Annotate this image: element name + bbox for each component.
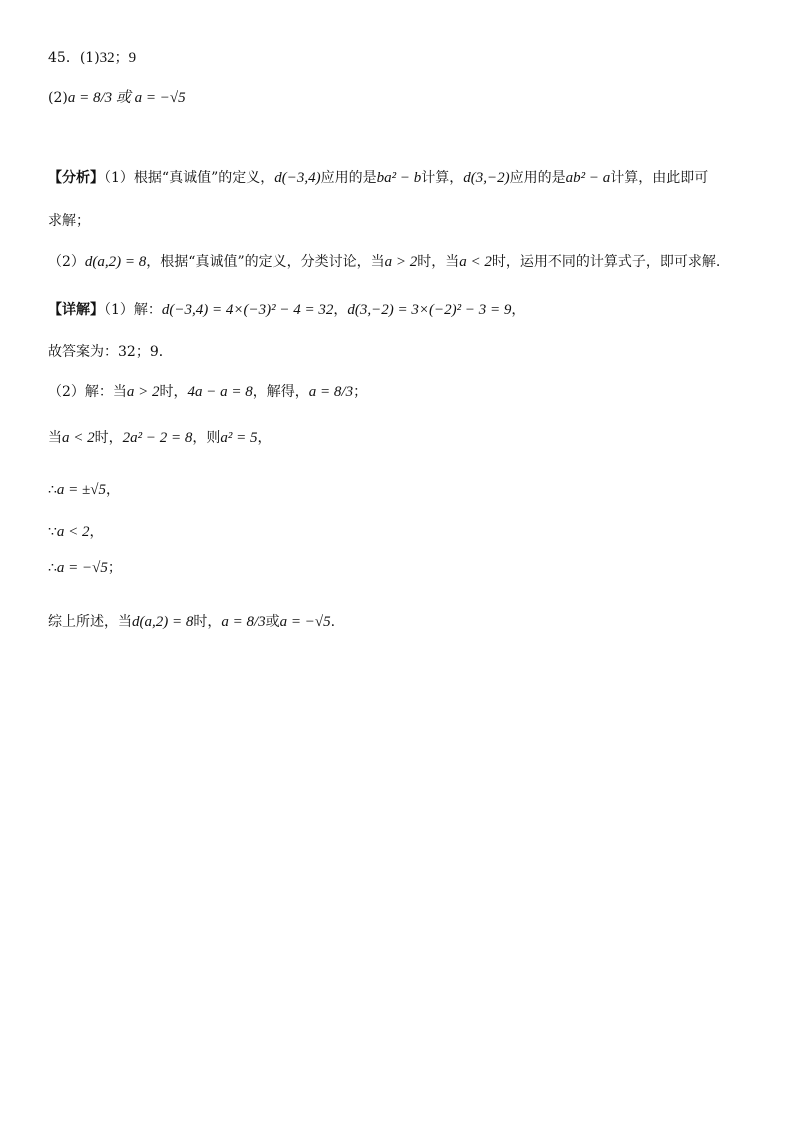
detail-text: ， <box>89 524 104 540</box>
math-expr: ab² − a <box>565 170 611 186</box>
detail-text: ， <box>257 430 272 446</box>
part1-value-1: 32 <box>99 50 115 66</box>
question-number: 45． <box>48 50 80 66</box>
analysis-text: 应用的是 <box>320 170 377 186</box>
detail-text: 或 <box>265 614 280 630</box>
detail-line-6 <box>48 558 122 578</box>
detail-tag: 【详解】 <box>48 302 104 318</box>
part2-label: (2) <box>48 90 68 106</box>
math-expr: a = −√5 <box>279 614 331 630</box>
math-expr: d(3,−2) <box>463 170 510 186</box>
analysis-text: （2） <box>48 254 85 270</box>
math-expr: a < 2 <box>459 254 492 270</box>
math-expr: a < 2 <box>62 430 95 446</box>
detail-text: ； <box>353 384 368 400</box>
analysis-text: 计算， <box>421 170 464 186</box>
because-symbol: ∵ <box>48 524 57 540</box>
detail-text: 故答案为：32；9． <box>48 344 173 360</box>
math-expr: d(3,−2) = 3×(−2)² − 3 = 9 <box>347 302 512 318</box>
detail-line-3 <box>48 428 272 448</box>
analysis-line-1 <box>48 168 708 188</box>
detail-text: ，则 <box>192 430 221 446</box>
analysis-line-2 <box>48 211 90 231</box>
detail-line-5 <box>48 522 104 542</box>
math-expr: d(−3,4) = 4×(−3)² − 4 = 32 <box>161 302 334 318</box>
detail-text: （1）解： <box>104 302 162 318</box>
math-expr: a = ±√5 <box>56 482 107 498</box>
part1-separator: ； <box>114 50 129 66</box>
detail-line-1 <box>48 300 525 320</box>
detail-text: 综上所述，当 <box>48 614 132 630</box>
math-expr: ba² − b <box>376 170 422 186</box>
part1-value-2: 9 <box>128 50 137 66</box>
answer-line-1 <box>48 48 136 68</box>
math-expr: a > 2 <box>384 254 418 270</box>
math-expr: a = −√5 <box>56 560 108 576</box>
detail-text: ， <box>333 302 348 318</box>
math-expr: a = 8/3 <box>308 384 354 400</box>
detail-text: 时， <box>159 384 188 400</box>
detail-answer-line <box>48 342 173 362</box>
part2-answer: a = 8/3 或 a = −√5 <box>67 90 186 106</box>
detail-text: ， <box>511 302 526 318</box>
detail-text: 时， <box>94 430 123 446</box>
math-expr: a² = 5 <box>220 430 258 446</box>
detail-text: ， <box>106 482 121 498</box>
analysis-line-3 <box>48 252 720 272</box>
detail-text: 当 <box>48 430 62 446</box>
analysis-tag: 【分析】 <box>48 170 104 186</box>
therefore-symbol: ∴ <box>48 482 57 498</box>
detail-text: （2）解：当 <box>48 384 127 400</box>
math-expr: a = 8/3 <box>221 614 266 630</box>
detail-text: ，解得， <box>252 384 309 400</box>
detail-text: ； <box>107 560 122 576</box>
therefore-symbol: ∴ <box>48 560 57 576</box>
detail-line-2 <box>48 382 367 402</box>
analysis-text: 时，当 <box>417 254 460 270</box>
analysis-text: 时，运用不同的计算式子，即可求解. <box>491 254 721 270</box>
math-expr: d(a,2) = 8 <box>84 254 147 270</box>
analysis-text: 求解； <box>48 213 90 229</box>
math-expr: 4a − a = 8 <box>187 384 253 400</box>
detail-text: 时， <box>193 614 222 630</box>
analysis-text: （1）根据“真诚值”的定义， <box>104 170 275 186</box>
analysis-text: 计算，由此即可 <box>610 170 709 186</box>
conclusion-line <box>48 612 335 632</box>
analysis-text: 应用的是 <box>509 170 566 186</box>
math-expr: d(−3,4) <box>274 170 321 186</box>
detail-line-4 <box>48 480 120 500</box>
answer-line-2 <box>48 88 186 108</box>
math-expr: d(a,2) = 8 <box>132 614 194 630</box>
math-expr: 2a² − 2 = 8 <box>122 430 193 446</box>
part1-label: (1) <box>79 50 100 66</box>
analysis-text: ，根据“真诚值”的定义，分类讨论，当 <box>146 254 385 270</box>
detail-text: . <box>330 614 336 630</box>
math-expr: a < 2 <box>56 524 90 540</box>
math-expr: a > 2 <box>126 384 160 400</box>
